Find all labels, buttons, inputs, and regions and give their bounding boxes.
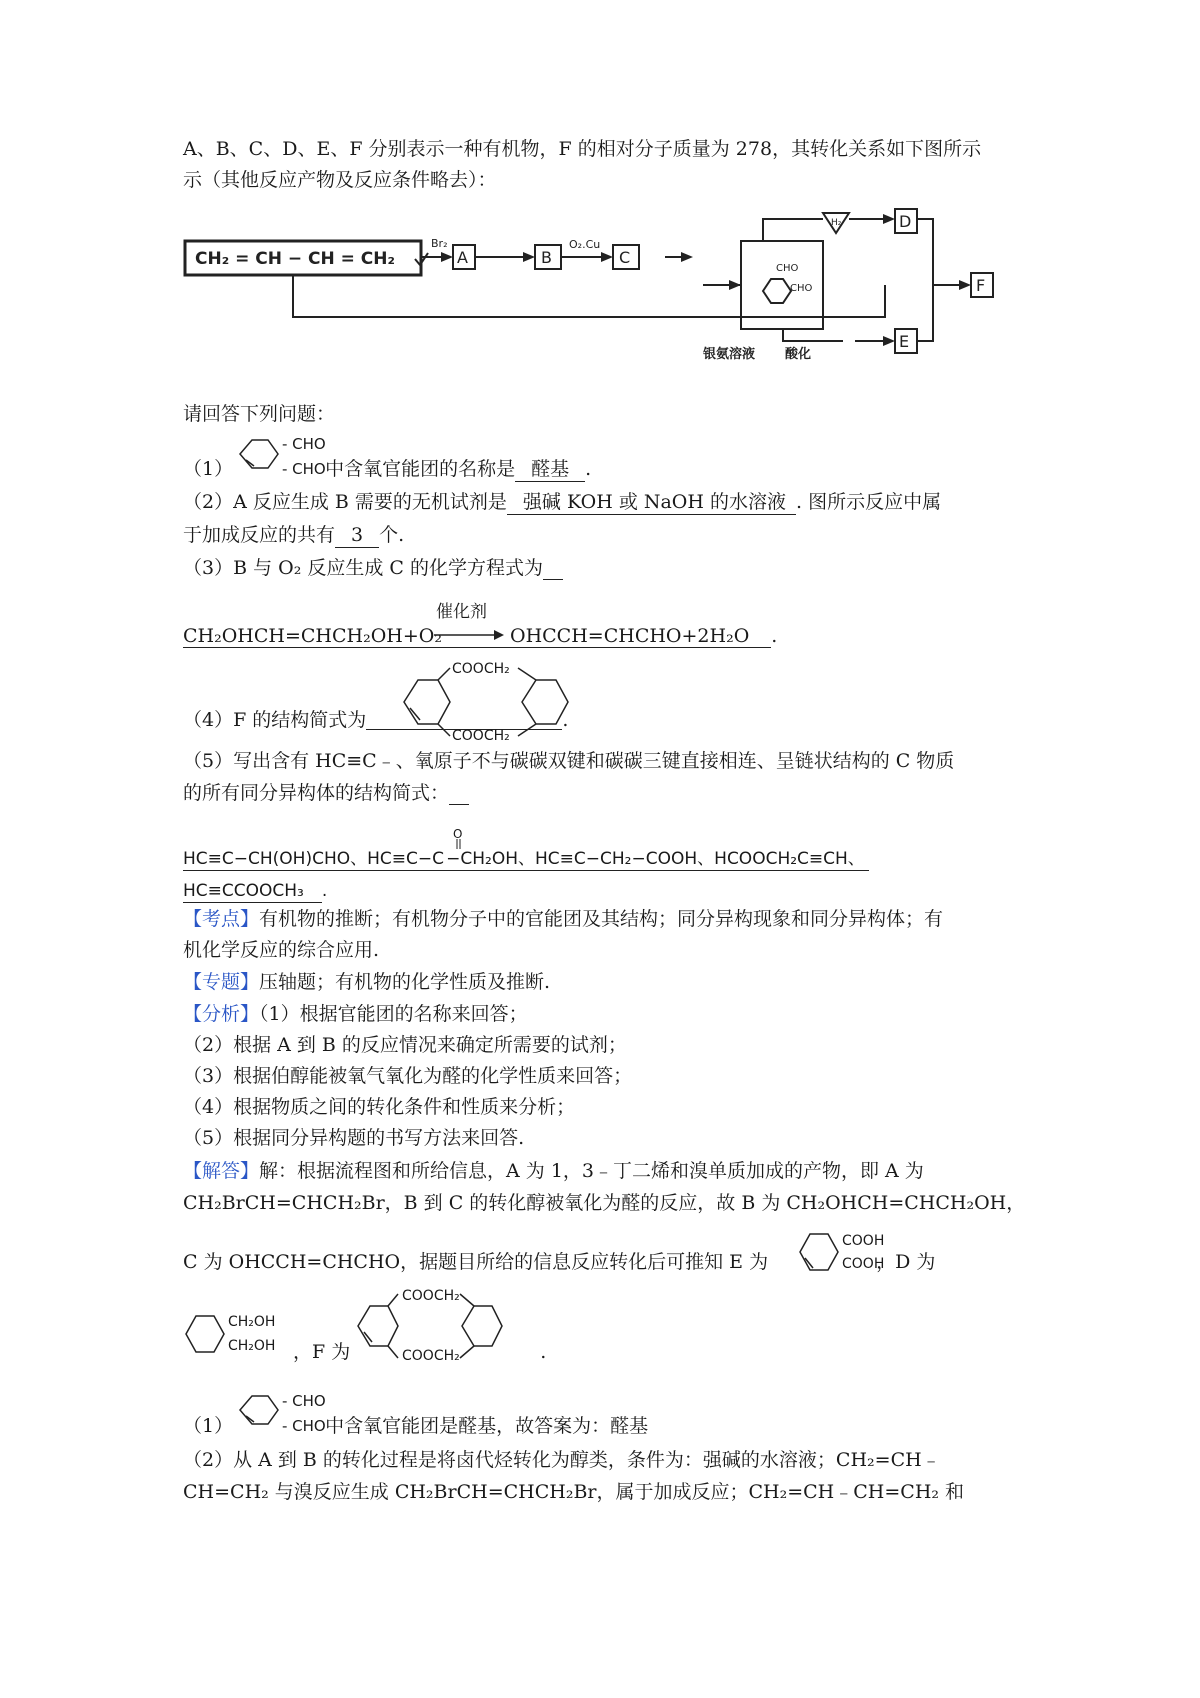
flow-box-c: C <box>619 248 631 267</box>
flow-cho-top: CHO <box>776 263 799 274</box>
kaodian-tag: 【考点】 <box>183 908 260 930</box>
flow-box-d: D <box>899 212 912 231</box>
e-diacid-structure-icon <box>796 1226 846 1278</box>
reaction-flowchart <box>183 205 986 365</box>
answer-1: 醛基 <box>515 458 585 482</box>
jieda-line-2: CH₂BrCH=CHCH₂Br，B 到 C 的转化醇被氧化为醛的反应，故 B 为 CH₂OHCH=CHCH₂OH， <box>183 1192 1026 1214</box>
kaodian-line-1: 【考点】有机物的推断；有机物分子中的官能团及其结构；同分异构现象和同分异构体；有 <box>183 908 944 930</box>
jieda-answer-1: （1） 中含氧官能团是醛基，故答案为：醛基 <box>183 1415 649 1437</box>
zhuanti-tag: 【专题】 <box>183 971 260 993</box>
fenxi-tag: 【分析】 <box>183 1003 260 1025</box>
question-3-equation: CH₂OHCH=CHCH₂OH+O₂ OHCCH=CHCHO+2H₂O . <box>183 625 778 647</box>
flow-silver-ammonia-label: 银氨溶液 <box>703 347 756 362</box>
question-4: （4）F 的结构简式为 . <box>183 709 569 731</box>
flow-o2cu-label: O₂.Cu <box>569 238 601 251</box>
reaction-arrow-icon <box>432 628 506 642</box>
jieda-answer-2-line-2: CH=CH₂ 与溴反应生成 CH₂BrCH=CHCH₂Br，属于加成反应；CH₂=CH﹣CH=CH₂ 和 <box>183 1481 965 1503</box>
question-5-line-1: （5）写出含有 HC≡C﹣、氧原子不与碳碳双键和碳碳三键直接相连、呈链状结构的 C 物质 <box>183 750 955 772</box>
jieda-answer-2-line-1: （2）从 A 到 B 的转化过程是将卤代烃转化为醇类，条件为：强碱的水溶液；CH₂=CH﹣ <box>183 1449 941 1471</box>
jieda-line-3: C 为 OHCCH=CHCHO，据题目所给的信息反应转化后可推知 E 为 ，D 为 <box>183 1251 936 1273</box>
e-group-bottom: COOH <box>842 1256 885 1272</box>
question-5-line-2: 的所有同分异构体的结构简式： <box>183 779 469 807</box>
d-group-bottom: CH₂OH <box>228 1338 276 1354</box>
answer-2-count: 3 <box>335 524 379 548</box>
f2-group-bottom: COOCH₂ <box>402 1348 460 1364</box>
fenxi-line-4: （4）根据物质之间的转化条件和性质来分析； <box>183 1096 576 1118</box>
flow-start-molecule: CH₂ = CH − CH = CH₂ <box>195 249 395 269</box>
intro-line-1: A、B、C、D、E、F 分别表示一种有机物，F 的相对分子质量为 278，其转化关系如下图所示 <box>183 138 982 160</box>
answer-2-reagent: 强碱 KOH 或 NaOH 的水溶液 <box>507 491 796 515</box>
question-2-line-1: （2）A 反应生成 B 需要的无机试剂是 强碱 KOH 或 NaOH 的水溶液 . 图所示反应中属 <box>183 491 942 513</box>
q1-cho-top: - CHO <box>282 435 326 453</box>
d-group-top: CH₂OH <box>228 1314 276 1330</box>
flow-box-f: F <box>976 276 986 295</box>
f2-group-top: COOCH₂ <box>402 1288 460 1304</box>
fenxi-line-3: （3）根据伯醇能被氧气氧化为醛的化学性质来回答； <box>183 1065 633 1087</box>
question-3-line-1: （3）B 与 O₂ 反应生成 C 的化学方程式为 <box>183 554 563 582</box>
flow-box-e: E <box>899 332 910 351</box>
a1-cho-bottom: - CHO <box>282 1417 326 1435</box>
jieda-line-4: ，F 为 . <box>293 1341 547 1363</box>
question-prompt: 请回答下列问题： <box>183 403 336 425</box>
q5-answer-line-2: HC≡CCOOCH₃ . <box>183 881 328 901</box>
question-1: （1） 中含氧官能团的名称是 醛基 . <box>183 458 592 480</box>
fenxi-line-5: （5）根据同分异构题的书写方法来回答. <box>183 1127 525 1149</box>
flow-h2-label: H₂ <box>831 218 842 228</box>
q5-answer-line-1: HC≡C−CH(OH)CHO、HC≡C−C −CH₂OH、HC≡C−CH₂−COOH、HCOOCH₂C≡CH、 <box>183 845 869 873</box>
jieda-line-1: 【解答】解：根据流程图和所给信息，A 为 1，3﹣丁二烯和溴单质加成的产物，即 A 为 <box>183 1160 924 1182</box>
a1-cho-top: - CHO <box>282 1392 326 1410</box>
flow-br2-label: Br₂ <box>431 237 448 250</box>
f-group-bottom: COOCH₂ <box>452 728 510 744</box>
catalyst-label: 催化剂 <box>436 602 487 622</box>
f-group-top: COOCH₂ <box>452 661 510 677</box>
e-group-top: COOH <box>842 1233 885 1249</box>
fenxi-line-2: （2）根据 A 到 B 的反应情况来确定所需要的试剂； <box>183 1034 627 1056</box>
flow-box-a: A <box>457 248 468 267</box>
d-diol-structure-icon <box>182 1308 234 1360</box>
q5-carbonyl-o: O <box>453 827 463 841</box>
flow-cho-bottom: CHO <box>790 283 813 294</box>
q1-cho-bottom: - CHO <box>282 460 326 478</box>
intro-line-2: 示（其他反应产物及反应条件略去）： <box>183 169 497 191</box>
zhuanti-line: 【专题】压轴题；有机物的化学性质及推断. <box>183 971 551 993</box>
flow-box-b: B <box>541 248 552 267</box>
fenxi-line-1: 【分析】（1）根据官能团的名称来回答； <box>183 1003 528 1025</box>
flow-acidify-label: 酸化 <box>785 347 812 362</box>
jieda-tag: 【解答】 <box>183 1160 260 1182</box>
kaodian-line-2: 机化学反应的综合应用. <box>183 939 380 961</box>
carbonyl-double-bond-icon <box>452 838 466 852</box>
question-2-line-2: 于加成反应的共有 3 个. <box>183 524 405 546</box>
